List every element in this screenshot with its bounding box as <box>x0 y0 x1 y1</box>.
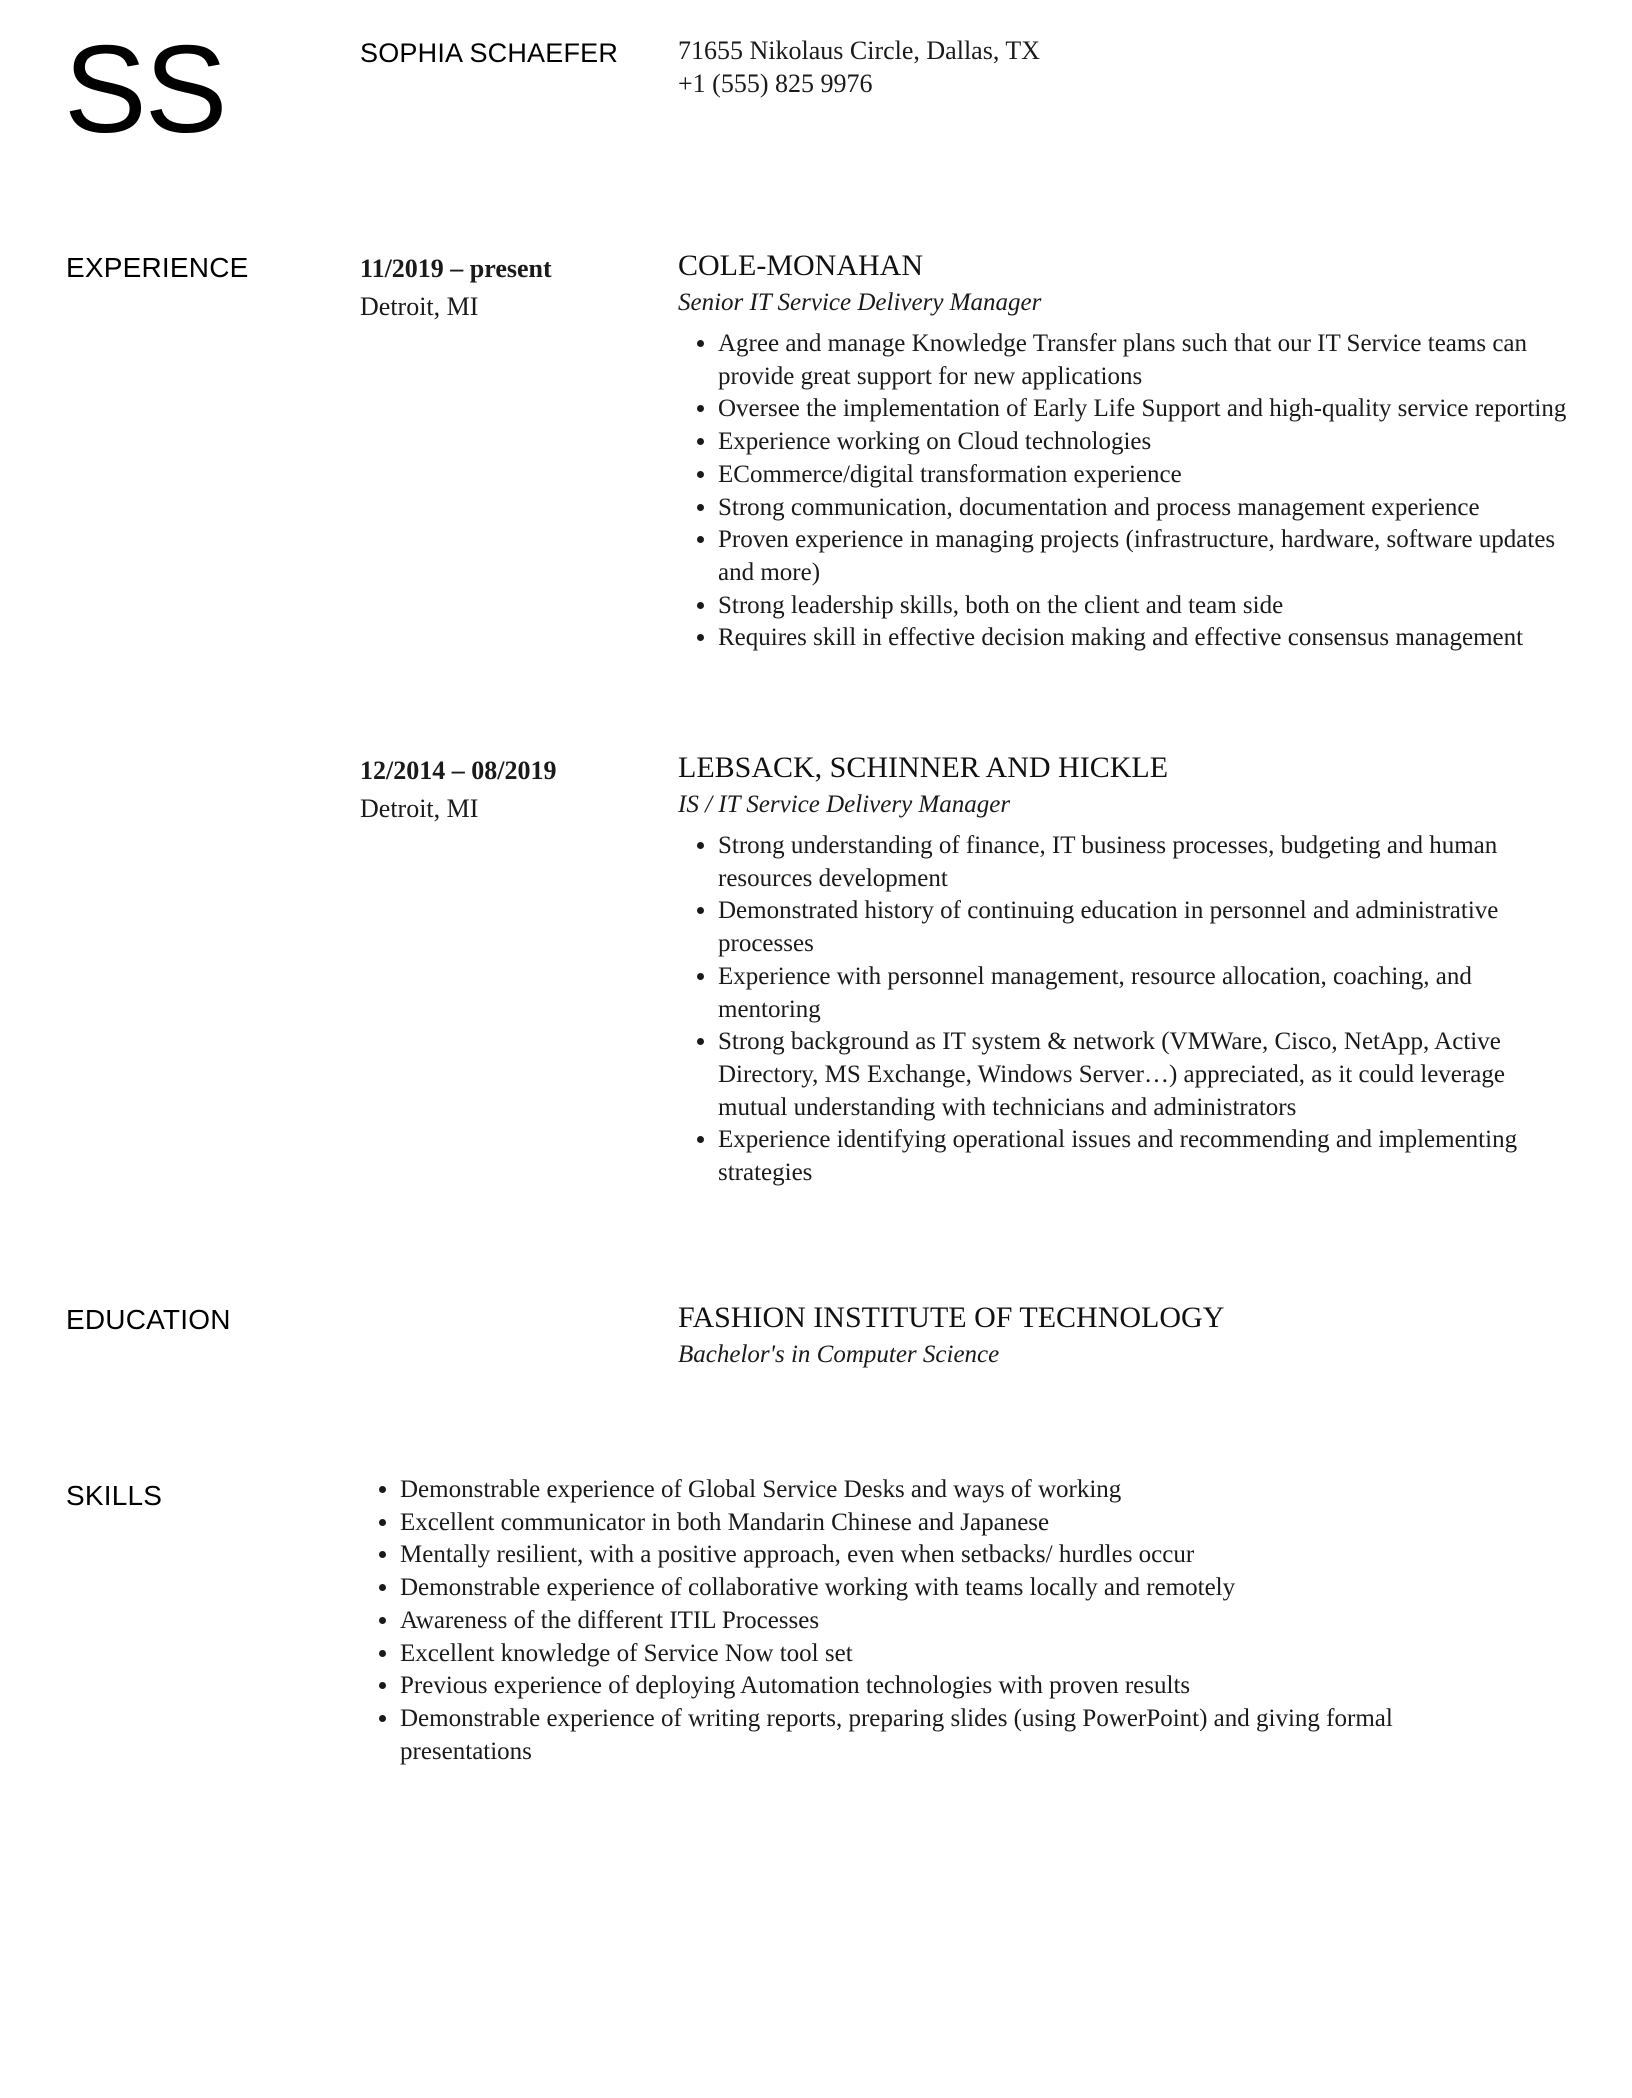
list-item: • Demonstrated history of continuing education in personnel and administrative processes <box>718 895 1578 960</box>
job-1-bullets <box>678 328 1578 655</box>
list-item: • Excellent communicator in both Mandarin Chinese and Japanese <box>400 1507 1480 1540</box>
job-dates: 12/2014 – 08/2019 <box>360 756 557 785</box>
job-2-bullets <box>678 830 1578 1190</box>
list-item: • Demonstrable experience of collaborative working with teams locally and remotely <box>400 1572 1480 1605</box>
list-item: • Agree and manage Knowledge Transfer plans such that our IT Service teams can provide great support for new applications <box>718 328 1578 393</box>
education-entry <box>678 1300 1578 1372</box>
job-title: IS / IT Service Delivery Manager <box>678 791 1011 818</box>
skills-list-container <box>360 1474 1480 1768</box>
list-item: • Strong communication, documentation and process management experience <box>718 492 1578 525</box>
school-name: FASHION INSTITUTE OF TECHNOLOGY <box>678 1301 1225 1334</box>
list-item: • Oversee the implementation of Early Life Support and high-quality service reporting <box>718 393 1578 426</box>
list-item: • Experience working on Cloud technologies <box>718 426 1578 459</box>
list-item: • ECommerce/digital transformation experience <box>718 459 1578 492</box>
phone: +1 (555) 825 9976 <box>678 69 873 98</box>
list-item: • Experience with personnel management, resource allocation, coaching, and mentoring <box>718 961 1578 1026</box>
list-item: • Experience identifying operational issues and recommending and implementing strategies <box>718 1124 1578 1189</box>
job-title: Senior IT Service Delivery Manager <box>678 289 1042 316</box>
job-location: Detroit, MI <box>360 292 479 321</box>
address: 71655 Nikolaus Circle, Dallas, TX <box>678 36 1041 65</box>
list-item: • Strong understanding of finance, IT business processes, budgeting and human resources development <box>718 830 1578 895</box>
candidate-name: SOPHIA SCHAEFER <box>360 38 619 68</box>
list-item: • Previous experience of deploying Automation technologies with proven results <box>400 1670 1480 1703</box>
company-name: LEBSACK, SCHINNER AND HICKLE <box>678 751 1169 784</box>
skills-list <box>360 1474 1480 1768</box>
list-item: • Demonstrable experience of writing reports, preparing slides (using PowerPoint) and giving formal presentations <box>400 1703 1480 1768</box>
company-name: COLE-MONAHAN <box>678 249 923 282</box>
job-2 <box>678 750 1578 1190</box>
list-item: • Proven experience in managing projects (infrastructure, hardware, software updates and more) <box>718 524 1578 589</box>
experience-heading: EXPERIENCE <box>66 252 249 283</box>
contact-info <box>678 34 1040 100</box>
list-item: • Awareness of the different ITIL Processes <box>400 1605 1480 1638</box>
education-heading: EDUCATION <box>66 1304 231 1335</box>
job-location: Detroit, MI <box>360 794 479 823</box>
list-item: • Strong background as IT system & network (VMWare, Cisco, NetApp, Active Directory, MS Exchange, Windows Server…) appreciated, as it could leverage mutual understanding with technicians and administrators <box>718 1026 1578 1124</box>
list-item: • Excellent knowledge of Service Now tool set <box>400 1638 1480 1671</box>
list-item: • Demonstrable experience of Global Service Desks and ways of working <box>400 1474 1480 1507</box>
list-item: • Strong leadership skills, both on the client and team side <box>718 590 1578 623</box>
skills-heading: SKILLS <box>66 1480 163 1511</box>
job-1-meta <box>360 250 552 326</box>
list-item: • Requires skill in effective decision making and effective consensus management <box>718 622 1578 655</box>
list-item: • Mentally resilient, with a positive approach, even when setbacks/ hurdles occur <box>400 1539 1480 1572</box>
job-dates: 11/2019 – present <box>360 254 552 283</box>
monogram: SS <box>64 21 226 159</box>
job-1 <box>678 248 1578 655</box>
job-2-meta <box>360 752 556 828</box>
degree: Bachelor's in Computer Science <box>678 1341 1000 1368</box>
